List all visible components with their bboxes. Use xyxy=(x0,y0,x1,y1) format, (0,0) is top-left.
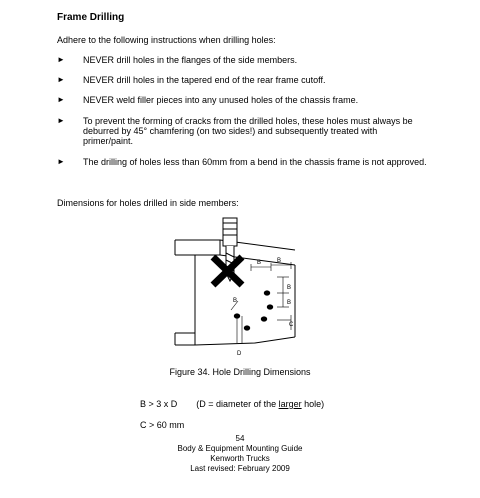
figure-caption: Figure 34. Hole Drilling Dimensions xyxy=(169,367,311,377)
dimensions-intro: Dimensions for holes drilled in side members: xyxy=(57,198,239,208)
formula-b-post: hole) xyxy=(301,399,325,409)
label-d: D xyxy=(237,351,242,357)
label-b-left: B xyxy=(233,298,238,304)
label-b-top-1: B xyxy=(257,260,262,266)
formula-c: C > 60 mm xyxy=(140,420,185,430)
bullet-arrow-icon: ► xyxy=(57,55,65,64)
footer-guide: Body & Equipment Mounting Guide xyxy=(177,444,303,453)
bullet-arrow-icon: ► xyxy=(57,157,65,166)
list-item-text: NEVER weld filler pieces into any unused holes of the chassis frame. xyxy=(83,95,359,105)
intro-text: Adhere to the following instructions when drilling holes: xyxy=(57,35,276,45)
formula-b-underlined: larger xyxy=(278,399,302,409)
label-b-top-2: B xyxy=(277,258,282,264)
holes xyxy=(234,290,273,330)
footer-company: Kenworth Trucks xyxy=(210,454,270,463)
list-item-text: NEVER drill holes in the tapered end of the rear frame cutoff. xyxy=(83,75,326,85)
page-title: Frame Drilling xyxy=(57,12,125,23)
footer-page-number: 54 xyxy=(235,434,245,443)
footer-revised: Last revised: February 2009 xyxy=(190,464,290,473)
list-item-text: To prevent the forming of cracks from the drilled holes, these holes must always be deburred by 45° chamfering (on two sides!) and subsequently treated with primer/paint. xyxy=(83,116,413,146)
bullet-arrow-icon: ► xyxy=(57,116,65,125)
formula-b xyxy=(140,399,324,409)
list-item-text: The drilling of holes less than 60mm from a bend in the chassis frame is not approved. xyxy=(83,157,427,167)
label-c: C xyxy=(289,322,294,328)
bullet-arrow-icon: ► xyxy=(57,75,65,84)
formula-b-lhs: B > 3 x D xyxy=(140,399,178,409)
list-item-text: NEVER drill holes in the flanges of the side members. xyxy=(83,55,298,65)
bullet-arrow-icon: ► xyxy=(57,95,65,104)
label-b-right-2: B xyxy=(287,300,292,306)
formula-b-pre: (D = diameter of the xyxy=(196,399,279,409)
hole-drilling-diagram xyxy=(165,215,305,365)
label-b-right-1: B xyxy=(287,285,292,291)
